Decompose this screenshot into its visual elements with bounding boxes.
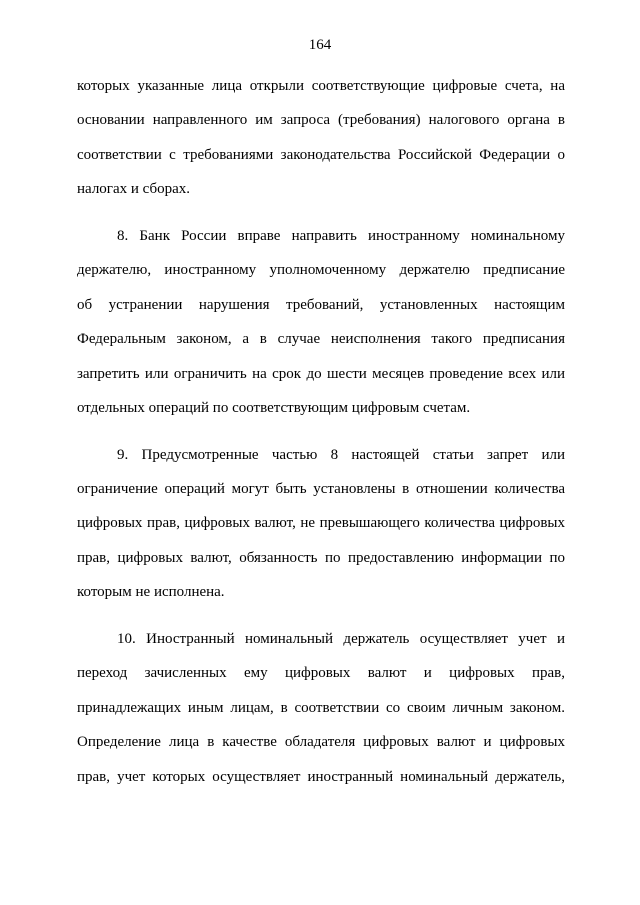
body-text xyxy=(77,69,565,794)
paragraph-item-9 xyxy=(77,438,565,610)
page-number: 164 xyxy=(308,37,332,53)
text-line: которых указанные лица открыли соответствующие цифровые счета, на xyxy=(77,78,565,94)
text-line: 8. Банк России вправе направить иностранному номинальному xyxy=(117,227,565,244)
text-line: прав, учет которых осуществляет иностранный номинальный держатель, xyxy=(77,768,565,785)
text-line: об устранении нарушения требований, установленных настоящим xyxy=(77,296,565,313)
text-line: 9. Предусмотренные частью 8 настоящей статьи запрет или xyxy=(117,446,565,463)
text-line: держателю, иностранному уполномоченному держателю предписание xyxy=(77,262,565,279)
text-line: Определение лица в качестве обладателя цифровых валют и цифровых xyxy=(77,734,565,751)
text-line: Федеральным законом, а в случае неисполнения такого предписания xyxy=(77,331,565,348)
paragraph-item-8 xyxy=(77,219,565,425)
text-line: 10. Иностранный номинальный держатель осуществляет учет и xyxy=(117,631,565,648)
text-line: цифровых прав, цифровых валют, не превышающего количества цифровых xyxy=(77,515,565,532)
text-line: которым не исполнена. xyxy=(77,584,225,601)
text-line: отдельных операций по соответствующим цифровым счетам. xyxy=(77,399,471,416)
text-line: основании направленного им запроса (требования) налогового органа в xyxy=(77,112,565,129)
text-line: ограничение операций могут быть установлены в отношении количества xyxy=(77,481,565,498)
text-line: переход зачисленных ему цифровых валют и цифровых прав, xyxy=(77,665,565,682)
text-line: налогах и сборах. xyxy=(77,181,191,198)
text-line: прав, цифровых валют, обязанность по предоставлению информации по xyxy=(77,549,565,566)
paragraph-item-10 xyxy=(77,622,565,794)
text-line: запретить или ограничить на срок до шести месяцев проведение всех или xyxy=(77,365,565,382)
text-line: соответствии с требованиями законодательства Российской Федерации о xyxy=(77,146,565,163)
text-line: принадлежащих иным лицам, в соответствии со своим личным законом. xyxy=(77,699,565,716)
paragraph-continuation xyxy=(77,69,565,207)
